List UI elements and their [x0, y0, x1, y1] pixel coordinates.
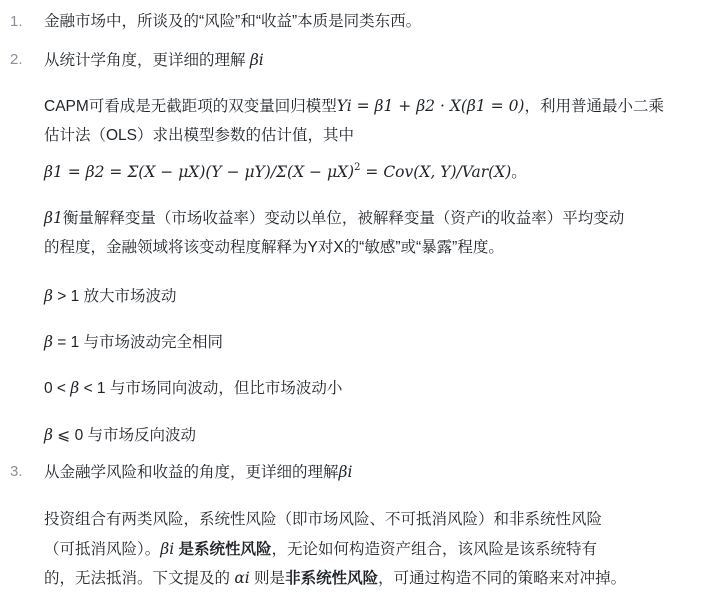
beta-explain-line-1 — [44, 208, 703, 229]
capm-text-b: ，利用普通最小二乘 — [524, 98, 664, 115]
list-number: 3. — [10, 463, 23, 480]
case-text: ⩽ 0 与市场反向波动 — [52, 427, 196, 444]
risk-text-e: ，可通过构造不同的策略来对冲掉。 — [378, 570, 627, 587]
beta-explain-line-2: 的程度，金融领域将该变动程度解释为Y对X的“敏感”或“暴露”程度。 — [44, 239, 504, 256]
case-text: > 1 放大市场波动 — [52, 288, 177, 305]
risk-line-2 — [44, 539, 703, 560]
risk-line-3 — [44, 568, 703, 589]
explain-text-1: 衡量解释变量（市场收益率）变动以单位，被解释变量（资产i的收益率）平均变动 — [62, 210, 625, 227]
risk-line-1: 投资组合有两类风险，系统性风险（即市场风险、不可抵消风险）和非系统性风险 — [44, 511, 603, 528]
heading-math: βi — [249, 51, 264, 69]
list-number: 2. — [10, 51, 23, 68]
beta-symbol: β — [70, 379, 80, 397]
beta-case-4 — [44, 425, 703, 446]
list-item-text: 金融市场中，所谈及的“风险”和“收益”本质是同类东西。 — [44, 13, 422, 30]
risk-text-d: 则是 — [249, 570, 286, 587]
risk-text-b: ，无论如何构造资产组合，该风险是该系统特有 — [271, 541, 598, 558]
list-item-heading — [44, 462, 703, 483]
formula-end: 。 — [511, 164, 527, 181]
systematic-risk-bold: 是系统性风险 — [174, 541, 272, 558]
beta-symbol: β — [44, 426, 53, 444]
list-number: 1. — [10, 13, 23, 30]
beta-formula — [44, 162, 703, 183]
case-prefix: 0 < — [44, 380, 71, 397]
beta-symbol: β — [44, 287, 53, 305]
formula-superscript: 2 — [354, 162, 361, 173]
case-text: = 1 与市场波动完全相同 — [52, 334, 224, 351]
heading-text: 从金融学风险和收益的角度，更详细的理解 — [44, 464, 339, 481]
beta-case-3 — [44, 378, 703, 399]
list-item-heading — [44, 50, 703, 71]
beta-symbol: β — [44, 333, 53, 351]
case-text: < 1 与市场同向波动，但比市场波动小 — [79, 380, 343, 397]
formula-part-a: β1 = β2 = Σ(X − μX)(Y − μY)/Σ(X − μX) — [44, 163, 355, 181]
risk-text-c: 的，无法抵消。下文提及的 — [44, 570, 235, 587]
formula-part-b: = Cov(X, Y)/Var(X) — [360, 163, 512, 181]
unsystematic-risk-bold: 非系统性风险 — [285, 570, 379, 587]
beta-case-1 — [44, 286, 703, 307]
beta-case-2 — [44, 332, 703, 353]
heading-text: 从统计学角度，更详细的理解 — [44, 52, 250, 69]
capm-text-a: CAPM可看成是无截距项的双变量回归模型 — [44, 98, 337, 115]
capm-line-2: 估计法（OLS）求出模型参数的估计值，其中 — [44, 127, 355, 144]
beta-i-symbol: βi — [160, 540, 175, 558]
beta1-symbol: β1 — [44, 209, 63, 227]
alpha-i-symbol: αi — [234, 569, 250, 587]
risk-text-a: （可抵消风险）。 — [44, 541, 161, 558]
heading-math: βi — [338, 463, 353, 481]
capm-line-1 — [44, 96, 703, 117]
capm-regression-math: Yi = β1 + β2 · X(β1 = 0) — [336, 97, 525, 115]
